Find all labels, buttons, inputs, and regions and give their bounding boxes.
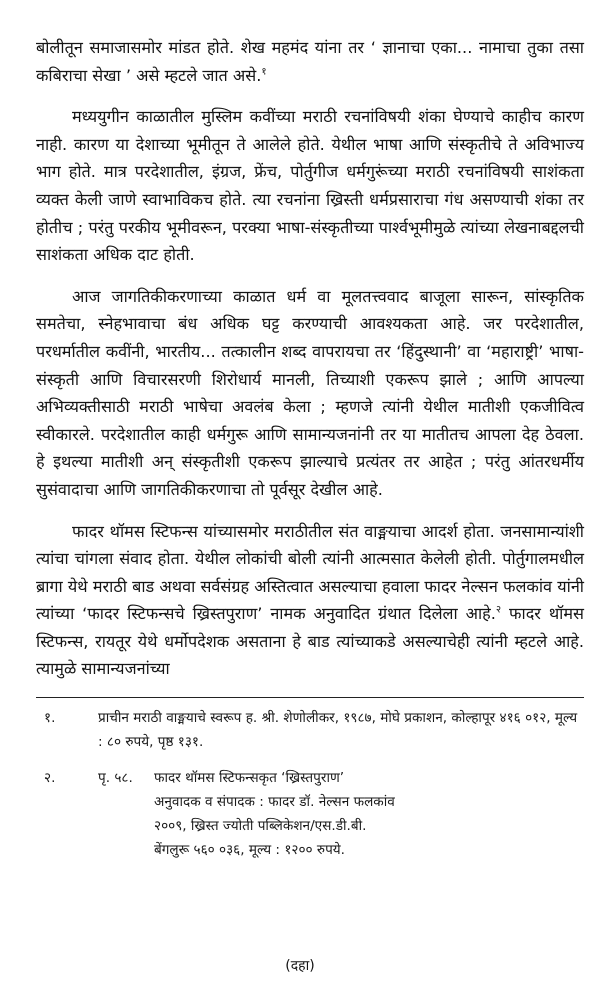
footnote-1-number: १. bbox=[44, 710, 56, 727]
footnote-2-line-4: बेंगलुरू ५६० ०३६, मूल्य : १२०० रुपये. bbox=[154, 842, 345, 859]
footnote-1 bbox=[36, 706, 584, 754]
footnote-ref-2[interactable]: २ bbox=[495, 604, 502, 616]
footnote-ref-1[interactable]: १ bbox=[261, 66, 267, 78]
paragraph-2: मध्ययुगीन काळातील मुस्लिम कवींच्या मराठी रचनांविषयी शंका घेण्याचे काहीच कारण नाही. कारण या देशाच्या भूमीतून ते आलेले होते. येथील भाषा आणि संस्कृतीचे ते अविभाज्य भाग होते. मात्र परदेशातील, इंग्रज, फ्रेंच, पोर्तुगीज धर्मगुरूंच्या मराठी रचनांविषयी साशंकता व्यक्त केली जाणे स्वाभाविकच होते. त्या रचनांना ख्रिस्ती धर्मप्रसाराचा गंध असण्याची शंका तर होतीच ; परंतु परकीय भूमीवरून, परक्या भाषा-संस्कृतीच्या पार्श्वभूमीमुळे त्यांच्या लेखनाबद्दलची साशंकता अधिक दाट होती. bbox=[36, 107, 584, 265]
footnote-2-line-2: अनुवादक व संपादक : फादर डॉ. नेल्सन फलकांव bbox=[154, 794, 395, 811]
footnote-2-line-1: फादर थॉमस स्टिफन्सकृत ‘ख्रिस्तपुराण’ bbox=[154, 770, 345, 787]
footnotes bbox=[36, 706, 584, 862]
paragraph-1-text: बोलीतून समाजासमोर मांडत होते. शेख महमंद यांना तर ‘ ज्ञानाचा एका... नामाचा तुका तसा कबिराचा सेखा ’ असे म्हटले जात असे. bbox=[36, 38, 584, 85]
footnote-2 bbox=[36, 766, 584, 862]
paragraph-4-text-before: फादर थॉमस स्टिफन्स यांच्यासमोर मराठीतील संत वाङ्मयाचा आदर्श होता. जनसामान्यांशी त्यांचा चांगला संवाद होता. येथील लोकांची बोली त्यांनी आत्मसात केलेली होती. पोर्तुगालमधील ब्रागा येथे मराठी बाड अथवा सर्वसंग्रह अस्तित्वात असल्याचा हवाला फादर नेल्सन फलकांव यांनी त्यांच्या ‘फादर स्टिफन्सचे ख्रिस्तपुराण’ नामक अनुवादित ग्रंथात दिलेला आहे. bbox=[36, 521, 584, 624]
paragraph-3: आज जागतिकीकरणाच्या काळात धर्म वा मूलतत्त्ववाद बाजूला सारून, सांस्कृतिक समतेचा, स्नेहभावाचा बंध अधिक घट्ट करण्याची आवश्यकता आहे. जर परदेशातील, परधर्मातील कवींनी, भारतीय... तत्कालीन शब्द वापरायचा तर ‘हिंदुस्थानी’ वा ‘महाराष्ट्री’ भाषा-संस्कृती आणि विचारसरणी शिरोधार्य मानली, तिच्याशी एकरूप झाले ; आणि आपल्या अभिव्यक्तीसाठी मराठी भाषेचा अवलंब केला ; म्हणजे त्यांनी येथील मातीशी एकजीवित्व स्वीकारले. परदेशातील काही धर्मगुरू आणि सामान्यजनांनी तर या मातीतच आपला देह ठेवला. हे इथल्या मातीशी अन् संस्कृतीशी एकरूप झाल्याचे प्रत्यंतर तर आहेत ; परंतु आंतरधर्मीय सुसंवादाचा आणि जागतिकीकरणाचा तो पूर्वसूर देखील आहे. bbox=[36, 286, 584, 499]
paragraph-1 bbox=[36, 34, 584, 89]
paragraph-4-text-after: फादर थॉमस स्टिफन्स, रायतूर येथे धर्मोपदेशक असताना हे बाड त्यांच्याकडे असल्याचेही त्यांनी म्हटले आहे. त्यामुळे सामान्यजनांच्या bbox=[36, 604, 584, 679]
footnote-1-text: प्राचीन मराठी वाङ्मयाचे स्वरूप ह. श्री. शेणोलीकर, १९८७, मोघे प्रकाशन, कोल्हापूर ४१६ ०१२, मूल्य : ८० रुपये, पृष्ठ १३१. bbox=[98, 710, 578, 751]
footnote-2-page-ref: पृ. ५८. bbox=[98, 770, 133, 787]
footnote-divider bbox=[36, 697, 584, 698]
footnote-2-body bbox=[98, 766, 584, 862]
footnote-2-number: २. bbox=[44, 770, 56, 787]
footnote-2-lines bbox=[98, 790, 584, 862]
footnote-2-head bbox=[98, 766, 584, 790]
page-content bbox=[36, 34, 584, 862]
footnote-2-line-3: २००९, ख्रिस्त ज्योती पब्लिकेशन/एस.डी.बी. bbox=[154, 818, 367, 835]
page-number: (दहा) bbox=[285, 958, 315, 974]
paragraph-4 bbox=[36, 518, 584, 684]
